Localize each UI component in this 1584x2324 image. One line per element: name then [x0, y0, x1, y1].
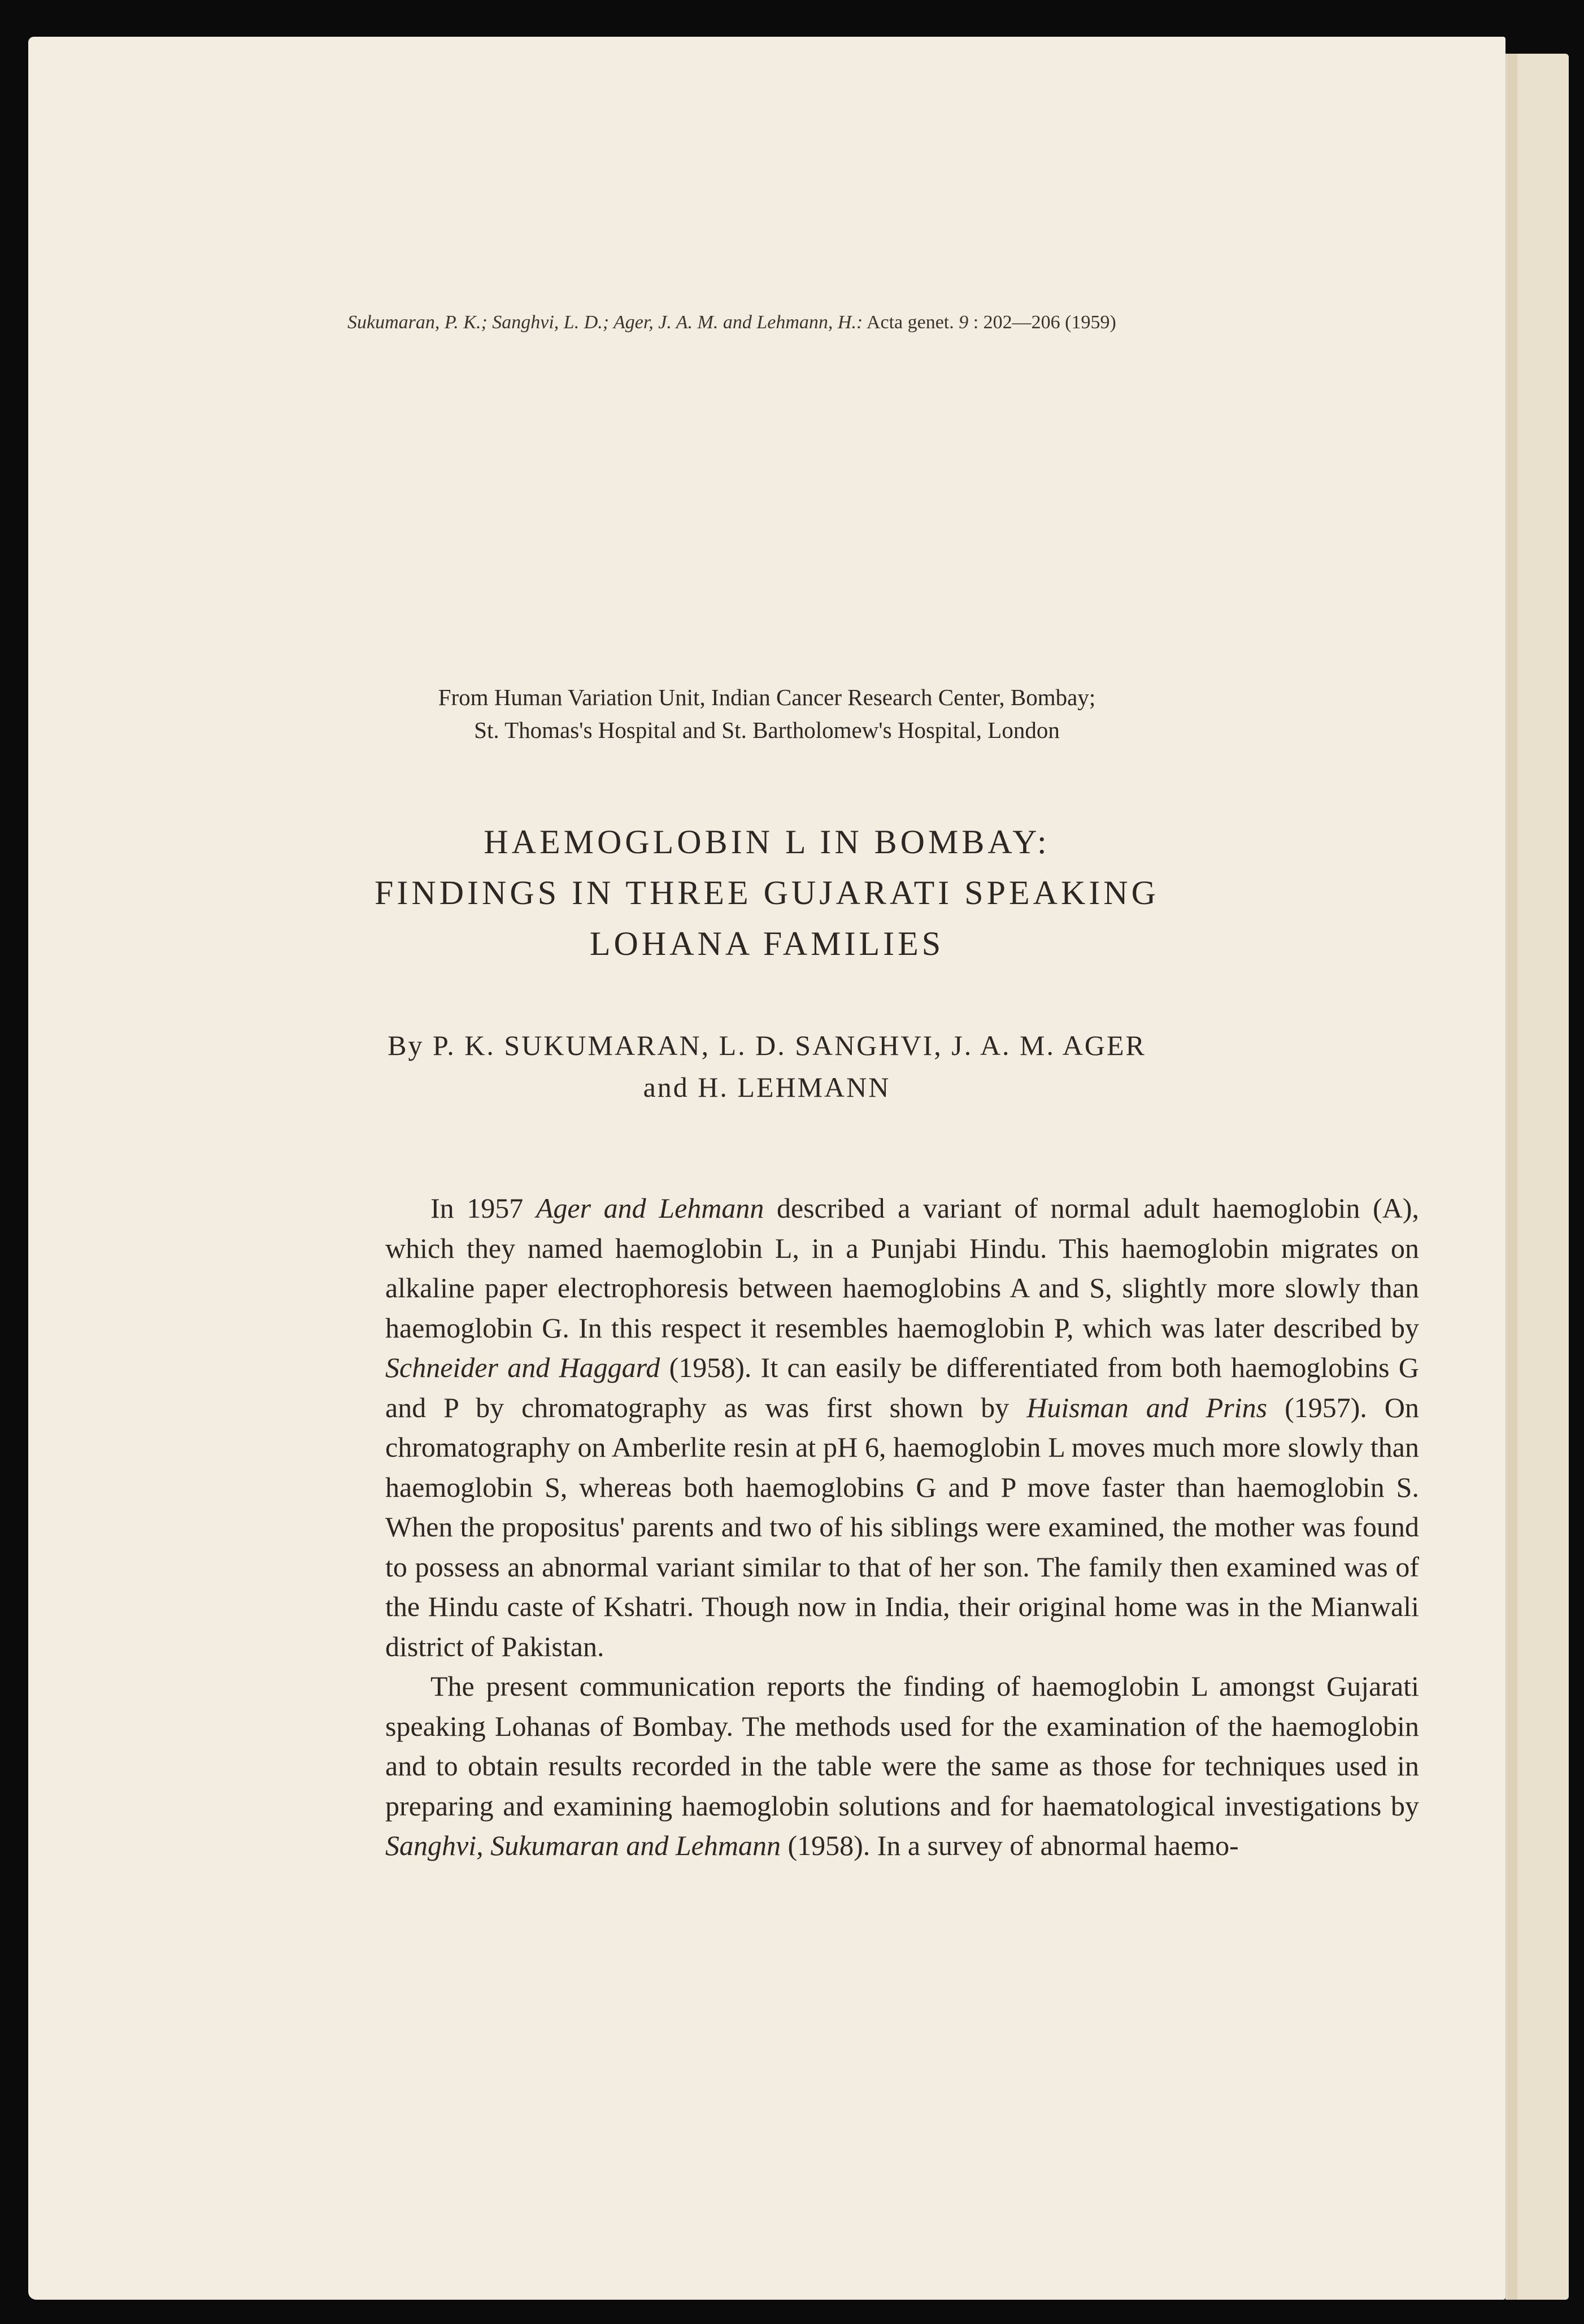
affiliation-line-1: From Human Variation Unit, Indian Cancer Research Center, Bombay;: [438, 684, 1096, 710]
byline-line-2: and H. LEHMANN: [643, 1071, 891, 1103]
citation-volume: 9: [959, 312, 969, 333]
reference-ager-lehmann: Ager and Lehmann: [536, 1192, 764, 1224]
article-body: [385, 1188, 1419, 1866]
paragraph-1-text-4: (1957). On chromatography on Amberlite resin at pH 6, haemoglobin L moves much more slowly than haemoglobin S, whereas both haemoglobins G and P move faster than haemoglobin S. When the propositus' parents and two of his siblings were examined, the mother was found to possess an abnormal variant similar to that of her son. The family then examined was of the Hindu caste of Kshatri. Though now in India, their original home was in the Mianwali district of Pakistan.: [385, 1391, 1419, 1662]
citation-pages-year: : 202—206 (1959): [973, 312, 1116, 333]
title-line-1: HAEMOGLOBIN L IN BOMBAY:: [484, 823, 1050, 861]
affiliation: [28, 681, 1505, 746]
title-line-3: LOHANA FAMILIES: [589, 925, 945, 962]
paragraph-1-text-1: In 1957: [430, 1192, 536, 1224]
paragraph-2: [385, 1666, 1419, 1866]
citation-authors: Sukumaran, P. K.; Sanghvi, L. D.; Ager, J. A. M. and Lehmann, H.:: [347, 312, 863, 333]
reference-schneider-haggard: Schneider and Haggard: [385, 1352, 660, 1383]
paragraph-2-text-2: (1958). In a survey of abnormal haemo-: [780, 1830, 1239, 1861]
paragraph-1: [385, 1188, 1419, 1666]
byline-line-1: By P. K. SUKUMARAN, L. D. SANGHVI, J. A. M. AGER: [388, 1029, 1146, 1061]
paragraph-1-text-3: (1958). It can easily be differentiated from both haemoglobins G and P by chromatography as was first shown by: [385, 1352, 1420, 1423]
affiliation-line-2: St. Thomas's Hospital and St. Bartholomew's Hospital, London: [474, 717, 1060, 743]
paragraph-2-text-1: The present communication reports the finding of haemoglobin L amongst Gujarati speaking Lohanas of Bombay. The methods used for the examination of the haemoglobin and to obtain results recorded in the table were the same as those for techniques used in preparing and examining haemoglobin solutions and for haematological investigations by: [385, 1670, 1419, 1822]
citation-header: [28, 312, 1505, 333]
citation-journal: Acta genet.: [866, 312, 954, 333]
article-title: [28, 816, 1505, 969]
paragraph-1-text-2: described a variant of normal adult haemoglobin (A), which they named haemoglobin L, in a Punjabi Hindu. This haemoglobin migrates on alkaline paper electrophoresis between haemoglobins A and S, slightly more slowly than haemoglobin G. In this respect it resembles haemoglobin P, which was later described by: [385, 1192, 1419, 1344]
reference-huisman-prins: Huisman and Prins: [1026, 1391, 1268, 1423]
title-line-2: FINDINGS IN THREE GUJARATI SPEAKING: [375, 874, 1159, 911]
reference-sanghvi-sukumaran-lehmann: Sanghvi, Sukumaran and Lehmann: [385, 1830, 781, 1861]
journal-page: [28, 37, 1505, 2300]
author-byline: [28, 1024, 1505, 1108]
page-edge-shadow: [1507, 54, 1517, 2300]
